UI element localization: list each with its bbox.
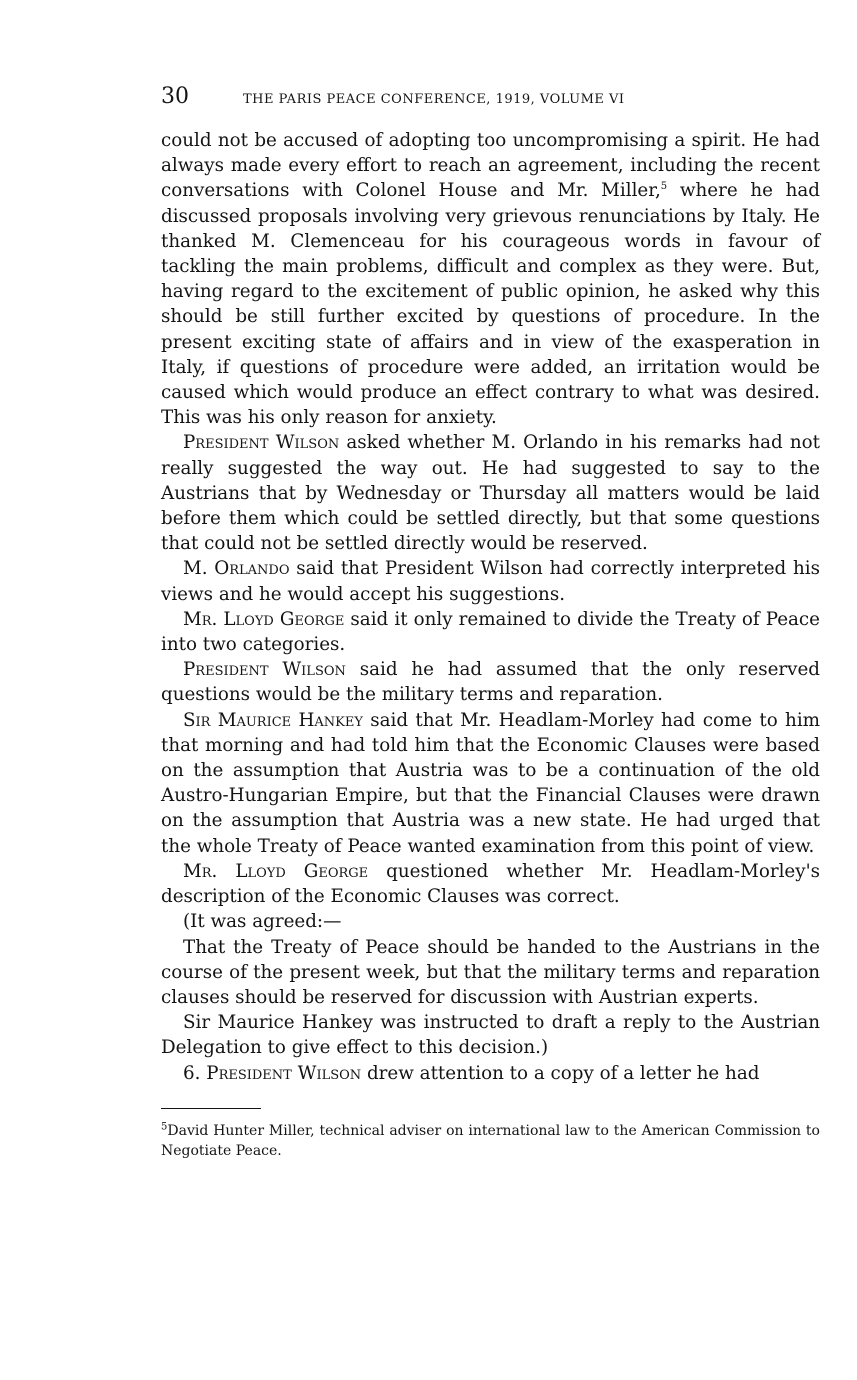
- paragraph-1-text-a: could not be accused of adopting too uncompromising a spirit. He had always made every effort to reach an agreement, including the recent conversations with Colonel House and Mr. Miller,: [161, 130, 820, 202]
- speaker-name: Orlando: [214, 558, 290, 580]
- speaker-name: Mr. Lloyd George: [183, 608, 345, 630]
- page-number: 30: [161, 84, 189, 109]
- speaker-prefix: M.: [183, 558, 215, 580]
- paragraph-5-text: said he had assumed that the only reserved questions would be the military terms and reparation.: [161, 659, 821, 706]
- paragraph-2-text: asked whether M. Orlando in his remarks had not really suggested the way out. He had suggested to say to the Austrians that by Wednesday or Thursday all matters would be laid before them which could be settled directly, but that some questions that could not be settled directly would be reserved.: [161, 432, 820, 555]
- speaker-name: President Wilson: [206, 1062, 362, 1084]
- paragraph-10: Sir Maurice Hankey was instructed to draft a reply to the Austrian Delegation to give effect to this decision.): [161, 1012, 820, 1059]
- footnote-text: David Hunter Miller, technical adviser on international law to the American Commission to Negotiate Peace.: [161, 1122, 820, 1159]
- paragraph-7: [161, 859, 820, 909]
- paragraph-2: [161, 430, 820, 556]
- footnote-divider: [161, 1108, 261, 1109]
- footnote-reference: 5: [660, 181, 668, 193]
- footnote-marker: 5: [161, 1121, 168, 1133]
- paragraph-3: [161, 556, 820, 606]
- paragraph-11: [161, 1061, 820, 1086]
- body-text: [161, 128, 820, 1086]
- paragraph-8: (It was agreed:—: [183, 911, 342, 933]
- item-number: 6.: [183, 1062, 207, 1084]
- paragraph-5: [161, 657, 820, 707]
- paragraph-11-text: drew attention to a copy of a letter he had: [361, 1062, 760, 1084]
- speaker-name: President Wilson: [183, 659, 346, 681]
- running-title: THE PARIS PEACE CONFERENCE, 1919, VOLUME VI: [243, 92, 625, 107]
- paragraph-4-text: said it only remained to divide the Treaty of Peace into two categories.: [161, 608, 820, 656]
- speaker-name: Mr. Lloyd George: [183, 860, 369, 882]
- paragraph-1: [161, 128, 820, 430]
- speaker-name: President Wilson: [183, 432, 340, 454]
- paragraph-3-text: said that President Wilson had correctly interpreted his views and he would accept his suggestions.: [161, 558, 820, 605]
- paragraph-1-text-b: where he had discussed proposals involving very grievous renunciations by Italy. He thanked M. Clemenceau for his courageous words in favour of tackling the main problems, difficult and complex as they were. But, having regard to the excitement of public opinion, he asked why this should be still further excited by questions of procedure. In the present exciting state of affairs and in view of the exasperation in Italy, if questions of procedure were added, an irritation would be caused which would produce an effect contrary to what was desired. This was his only reason for anxiety.: [161, 180, 821, 429]
- paragraph-4: [161, 607, 820, 657]
- paragraph-6: [161, 708, 820, 859]
- speaker-name: Sir Maurice Hankey: [183, 709, 363, 731]
- paragraph-7-text: questioned whether Mr. Headlam-Morley's description of the Economic Clauses was correct.: [161, 860, 820, 908]
- running-head: [161, 84, 820, 120]
- paragraph-9: That the Treaty of Peace should be handed to the Austrians in the course of the present week, but that the military terms and reparation clauses should be reserved for discussion with Austrian experts.: [161, 936, 820, 1008]
- paragraph-6-text: said that Mr. Headlam-Morley had come to him that morning and had told him that the Economic Clauses were based on the assumption that Austria was to be a continuation of the old Austro-Hungarian Empire, but that the Financial Clauses were drawn on the assumption that Austria was a new state. He had urged that the whole Treaty of Peace wanted examination from this point of view.: [161, 709, 820, 857]
- footnote: [161, 1121, 820, 1161]
- document-page: [161, 84, 820, 1161]
